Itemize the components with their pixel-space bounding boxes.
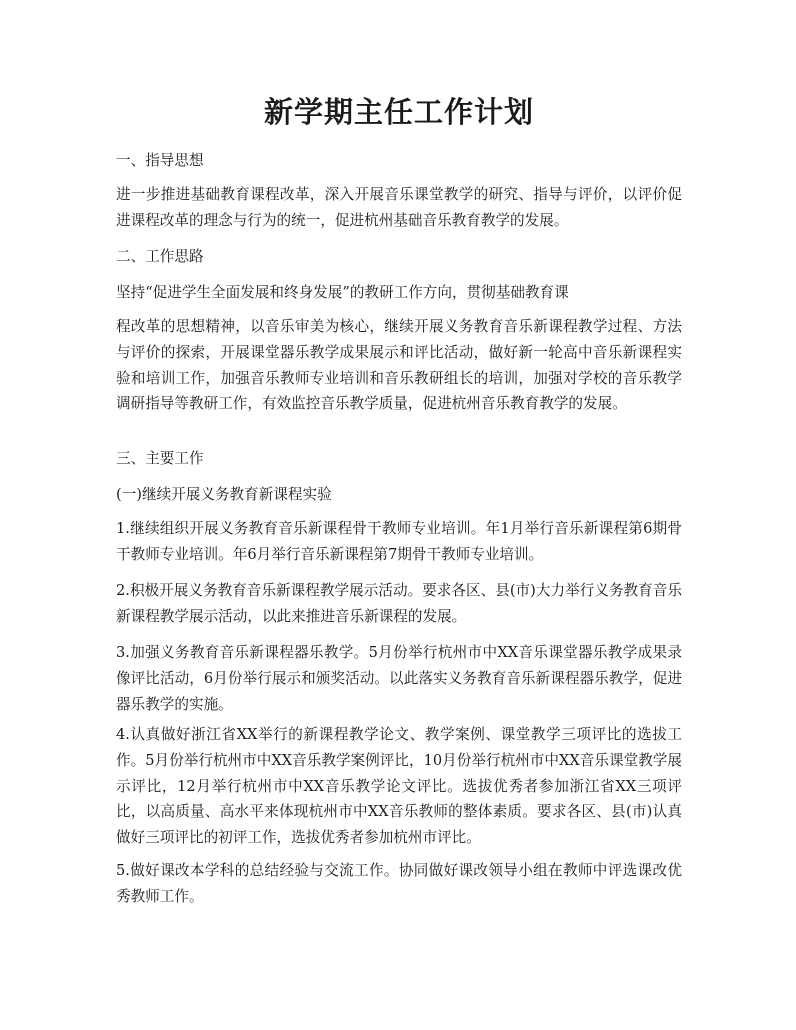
list-item-1: 1.继续组织开展义务教育音乐新课程骨干教师专业培训。年1月举行音乐新课程第6期骨干教师专业培训。年6月举行音乐新课程第7期骨干教师专业培训。 [116,520,682,563]
section-heading-work-approach: 二、工作思路 [116,248,204,265]
paragraph-work-approach-1: 坚持“促进学生全面发展和终身发展”的教研工作方向，贯彻基础教育课 [116,284,569,301]
section-heading-guiding-thought: 一、指导思想 [116,152,204,169]
list-item-3: 3.加强义务教育音乐新课程器乐教学。5月份举行杭州市中XX音乐课堂器乐教学成果录像评比活动，6月份举行展示和颁奖活动。以此落实义务教育音乐新课程器乐教学，促进器乐教学的实施。 [116,644,682,713]
subsection-heading-new-curriculum: (一)继续开展义务教育新课程实验 [116,486,332,503]
paragraph-work-approach-2: 程改革的思想精神，以音乐审美为核心，继续开展义务教育音乐新课程教学过程、方法与评价的探索，开展课堂器乐教学成果展示和评比活动，做好新一轮高中音乐新课程实验和培训工作，加强音乐教师专业培训和音乐教研组长的培训，加强对学校的音乐教学调研指导等教研工作，有效监控音乐教学质量，促进杭州音乐教育教学的发展。 [116,318,682,413]
list-item-4: 4.认真做好浙江省XX举行的新课程教学论文、教学案例、课堂教学三项评比的选拔工作。5月份举行杭州市中XX音乐教学案例评比，10月份举行杭州市中XX音乐课堂教学展示评比，12月举行杭州市中XX音乐教学论文评比。选拔优秀者参加浙江省XX三项评比，以高质量、高水平来体现杭州市中XX音乐教师的整体素质。要求各区、县(市)认真做好三项评比的初评工作，选拔优秀者参加杭州市评比。 [116,726,682,847]
document-title: 新学期主任工作计划 [263,95,534,129]
paragraph-guiding-thought: 进一步推进基础教育课程改革，深入开展音乐课堂教学的研究、指导与评价，以评价促进课程改革的理念与行为的统一，促进杭州基础音乐教育教学的发展。 [116,186,682,229]
section-heading-main-work: 三、主要工作 [116,450,204,467]
list-item-5: 5.做好课改本学科的总结经验与交流工作。协同做好课改领导小组在教师中评选课改优秀教师工作。 [116,862,682,905]
list-item-2: 2.积极开展义务教育音乐新课程教学展示活动。要求各区、县(市)大力举行义务教育音乐新课程教学展示活动，以此来推进音乐新课程的发展。 [116,582,682,625]
